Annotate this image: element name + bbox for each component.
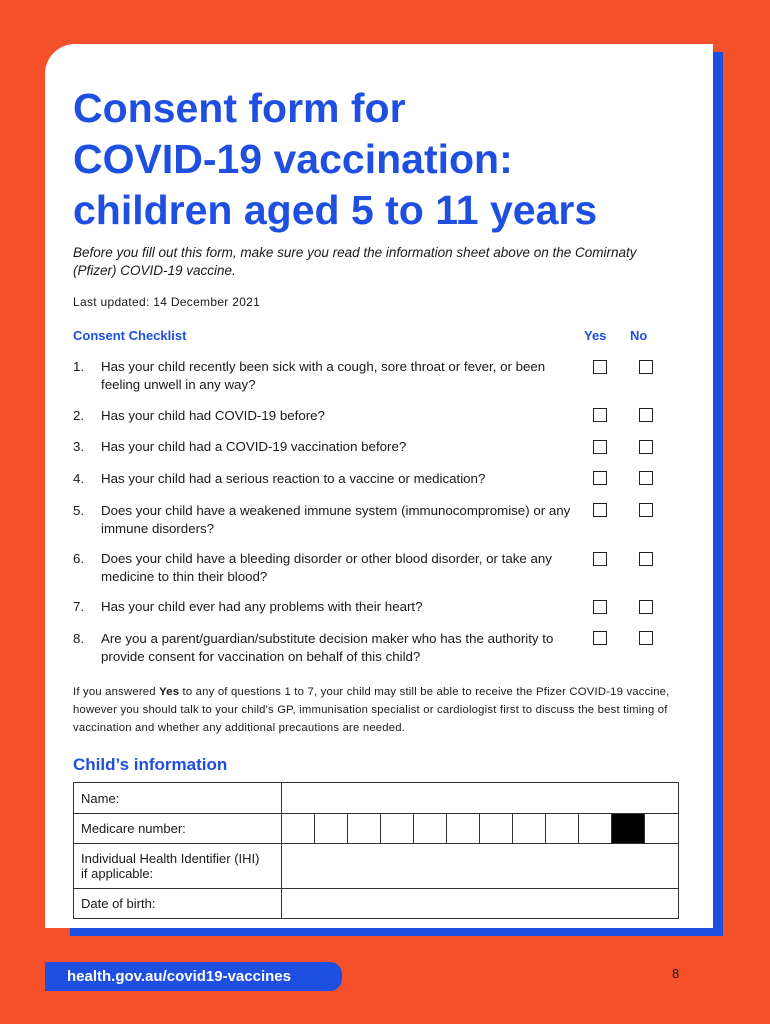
dob-field[interactable]: [282, 889, 679, 919]
yes-column-header: Yes: [584, 328, 607, 343]
q7-yes-checkbox[interactable]: [593, 600, 607, 614]
question-number: 1.: [73, 359, 85, 374]
ihi-label: [74, 844, 282, 889]
q8-no-checkbox[interactable]: [639, 631, 653, 645]
note-bold-yes: Yes: [159, 686, 180, 698]
q2-yes-checkbox[interactable]: [593, 408, 607, 422]
name-field[interactable]: [282, 783, 679, 814]
question-text: Has your child had COVID-19 before?: [101, 408, 325, 423]
advice-note: [73, 683, 673, 737]
medicare-digit-box[interactable]: [381, 814, 414, 843]
medicare-digit-box[interactable]: [414, 814, 447, 843]
question-text: Has your child recently been sick with a cough, sore throat or fever, or been feeling unwell in any way?: [101, 359, 546, 392]
question-text: Are you a parent/guardian/substitute decision maker who has the authority to provide consent for vaccination on behalf of this child?: [101, 631, 554, 664]
question-text: Does your child have a bleeding disorder or other blood disorder, or take any medicine to thin their blood?: [101, 551, 552, 584]
childs-info-table: [73, 782, 679, 919]
q1-no-checkbox[interactable]: [639, 360, 653, 374]
intro-text: Before you fill out this form, make sure you read the information sheet above on the Comirnaty (Pfizer) COVID-19 vaccine.: [73, 245, 637, 278]
question-number: 2.: [73, 408, 85, 423]
q5-no-checkbox[interactable]: [639, 503, 653, 517]
childs-info-heading: Child’s information: [73, 755, 228, 774]
question-number: 6.: [73, 551, 85, 566]
q4-no-checkbox[interactable]: [639, 471, 653, 485]
q3-no-checkbox[interactable]: [639, 440, 653, 454]
q5-yes-checkbox[interactable]: [593, 503, 607, 517]
checklist-heading: Consent Checklist: [73, 328, 187, 343]
ihi-label-line-1: Individual Health Identifier (IHI): [81, 851, 260, 866]
medicare-field[interactable]: [282, 814, 679, 844]
question-number: 5.: [73, 503, 85, 518]
ihi-label-line-2: if applicable:: [81, 866, 154, 881]
ihi-field[interactable]: [282, 844, 679, 889]
medicare-digit-box[interactable]: [513, 814, 546, 843]
title-line-3: children aged 5 to 11 years: [73, 187, 598, 233]
question-text: Has your child had a serious reaction to a vaccine or medication?: [101, 471, 486, 486]
q3-yes-checkbox[interactable]: [593, 440, 607, 454]
dob-row: [74, 889, 679, 919]
medicare-digit-box[interactable]: [282, 814, 315, 843]
question-number: 7.: [73, 599, 85, 614]
question-number: 8.: [73, 631, 85, 646]
note-prefix: If you answered: [73, 686, 160, 698]
medicare-digit-box[interactable]: [348, 814, 381, 843]
dob-label: Date of birth:: [74, 889, 282, 919]
q4-yes-checkbox[interactable]: [593, 471, 607, 485]
medicare-digit-box-shaded: [612, 814, 645, 843]
question-number: 4.: [73, 471, 85, 486]
last-updated: Last updated: 14 December 2021: [73, 295, 261, 309]
q7-no-checkbox[interactable]: [639, 600, 653, 614]
medicare-digit-box[interactable]: [579, 814, 612, 843]
title-line-2: COVID-19 vaccination:: [73, 136, 513, 182]
medicare-label: Medicare number:: [74, 814, 282, 844]
question-text: Does your child have a weakened immune system (immunocompromise) or any immune disorders?: [101, 503, 571, 536]
q1-yes-checkbox[interactable]: [593, 360, 607, 374]
question-text: Has your child had a COVID-19 vaccination before?: [101, 439, 407, 454]
medicare-digit-box[interactable]: [315, 814, 348, 843]
q6-no-checkbox[interactable]: [639, 552, 653, 566]
question-number: 3.: [73, 439, 85, 454]
footer-url-banner[interactable]: health.gov.au/covid19-vaccines: [45, 962, 342, 991]
q8-yes-checkbox[interactable]: [593, 631, 607, 645]
no-column-header: No: [630, 328, 648, 343]
medicare-row: [74, 814, 679, 844]
medicare-digit-box[interactable]: [447, 814, 480, 843]
title-line-1: Consent form for: [73, 85, 406, 131]
q6-yes-checkbox[interactable]: [593, 552, 607, 566]
page-title: [73, 83, 693, 236]
page-number: 8: [672, 966, 680, 981]
note-body: to any of questions 1 to 7, your child may still be able to receive the Pfizer COVID-19 vaccine, however you should talk to your child's GP, immunisation specialist or cardiologist first to discuss the best timing of vaccination and whether any additional precautions are needed.: [73, 686, 670, 734]
q2-no-checkbox[interactable]: [639, 408, 653, 422]
question-text: Has your child ever had any problems with their heart?: [101, 599, 423, 614]
name-label: Name:: [74, 783, 282, 814]
medicare-digit-boxes: [282, 814, 678, 843]
ihi-row: [74, 844, 679, 889]
medicare-digit-box[interactable]: [546, 814, 579, 843]
name-row: [74, 783, 679, 814]
medicare-digit-box[interactable]: [480, 814, 513, 843]
medicare-digit-box[interactable]: [645, 814, 678, 843]
